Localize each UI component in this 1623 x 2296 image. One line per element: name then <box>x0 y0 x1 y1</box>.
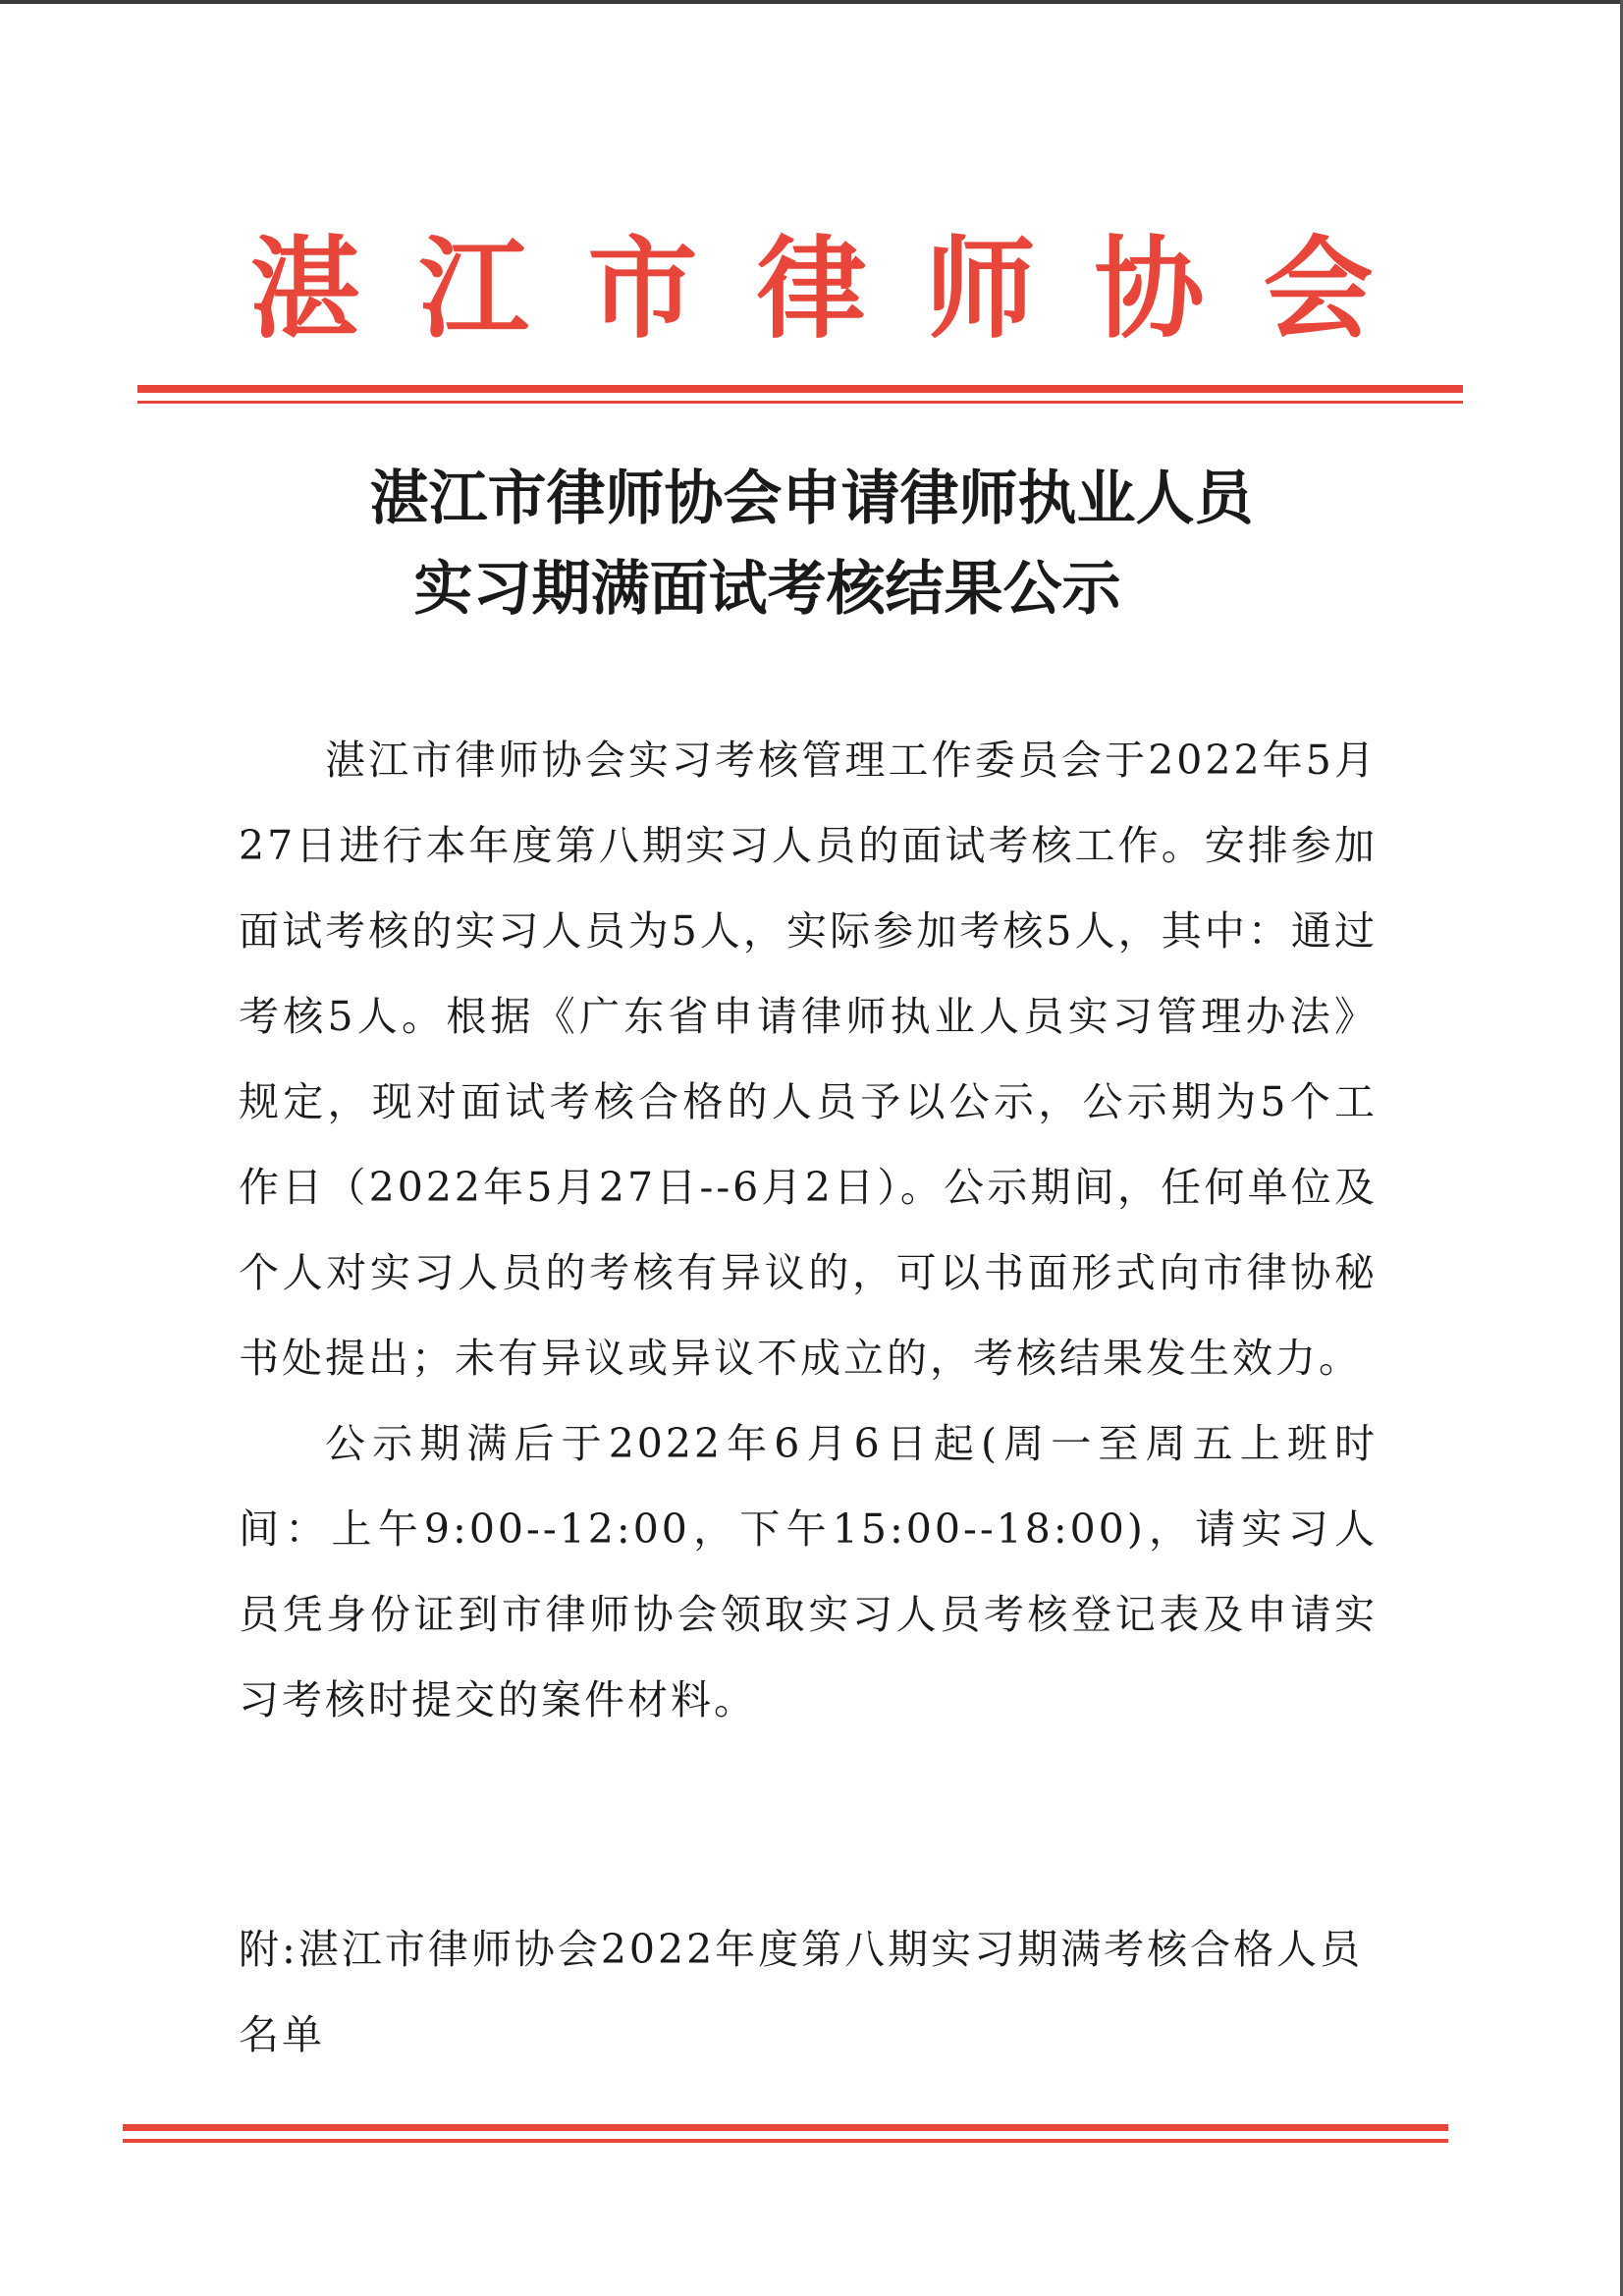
scan-edge-top <box>0 0 1623 4</box>
footer-rule-thick <box>123 2124 1448 2131</box>
body-paragraph-1: 湛江市律师协会实习考核管理工作委员会于2022年5月27日进行本年度第八期实习人员的面试考核工作。安排参加面试考核的实习人员为5人，实际参加考核5人，其中：通过考核5人。根据《广东省申请律师执业人员实习管理办法》规定，现对面试考核合格的人员予以公示，公示期为5个工作日（2022年5月27日--6月2日）。公示期间，任何单位及个人对实习人员的考核有异议的，可以书面形式向市律协秘书处提出；未有异议或异议不成立的，考核结果发生效力。 <box>239 737 1378 1382</box>
document-title-line1: 湛江市律师协会申请律师执业人员 <box>369 465 1254 533</box>
body-paragraph-2: 公示期满后于2022年6月6日起(周一至周五上班时间：上午9:00--12:00，下午15:00--18:00)，请实习人员凭身份证到市律师协会领取实习人员考核登记表及申请实习考核时提交的案件材料。 <box>239 1420 1378 1723</box>
footer-rule-thin <box>123 2139 1448 2143</box>
header-rule-thin <box>137 401 1463 404</box>
header-rule-thick <box>137 385 1463 393</box>
attachment-note: 附:湛江市律师协会2022年度第八期实习期满考核合格人员名单 <box>239 1926 1364 2058</box>
org-letterhead-title: 湛江市律师协会 <box>249 226 1433 354</box>
document-body <box>239 718 1378 1743</box>
document-title <box>0 454 1623 634</box>
document-title-line2: 实习期满面试考核结果公示 <box>413 555 1121 624</box>
